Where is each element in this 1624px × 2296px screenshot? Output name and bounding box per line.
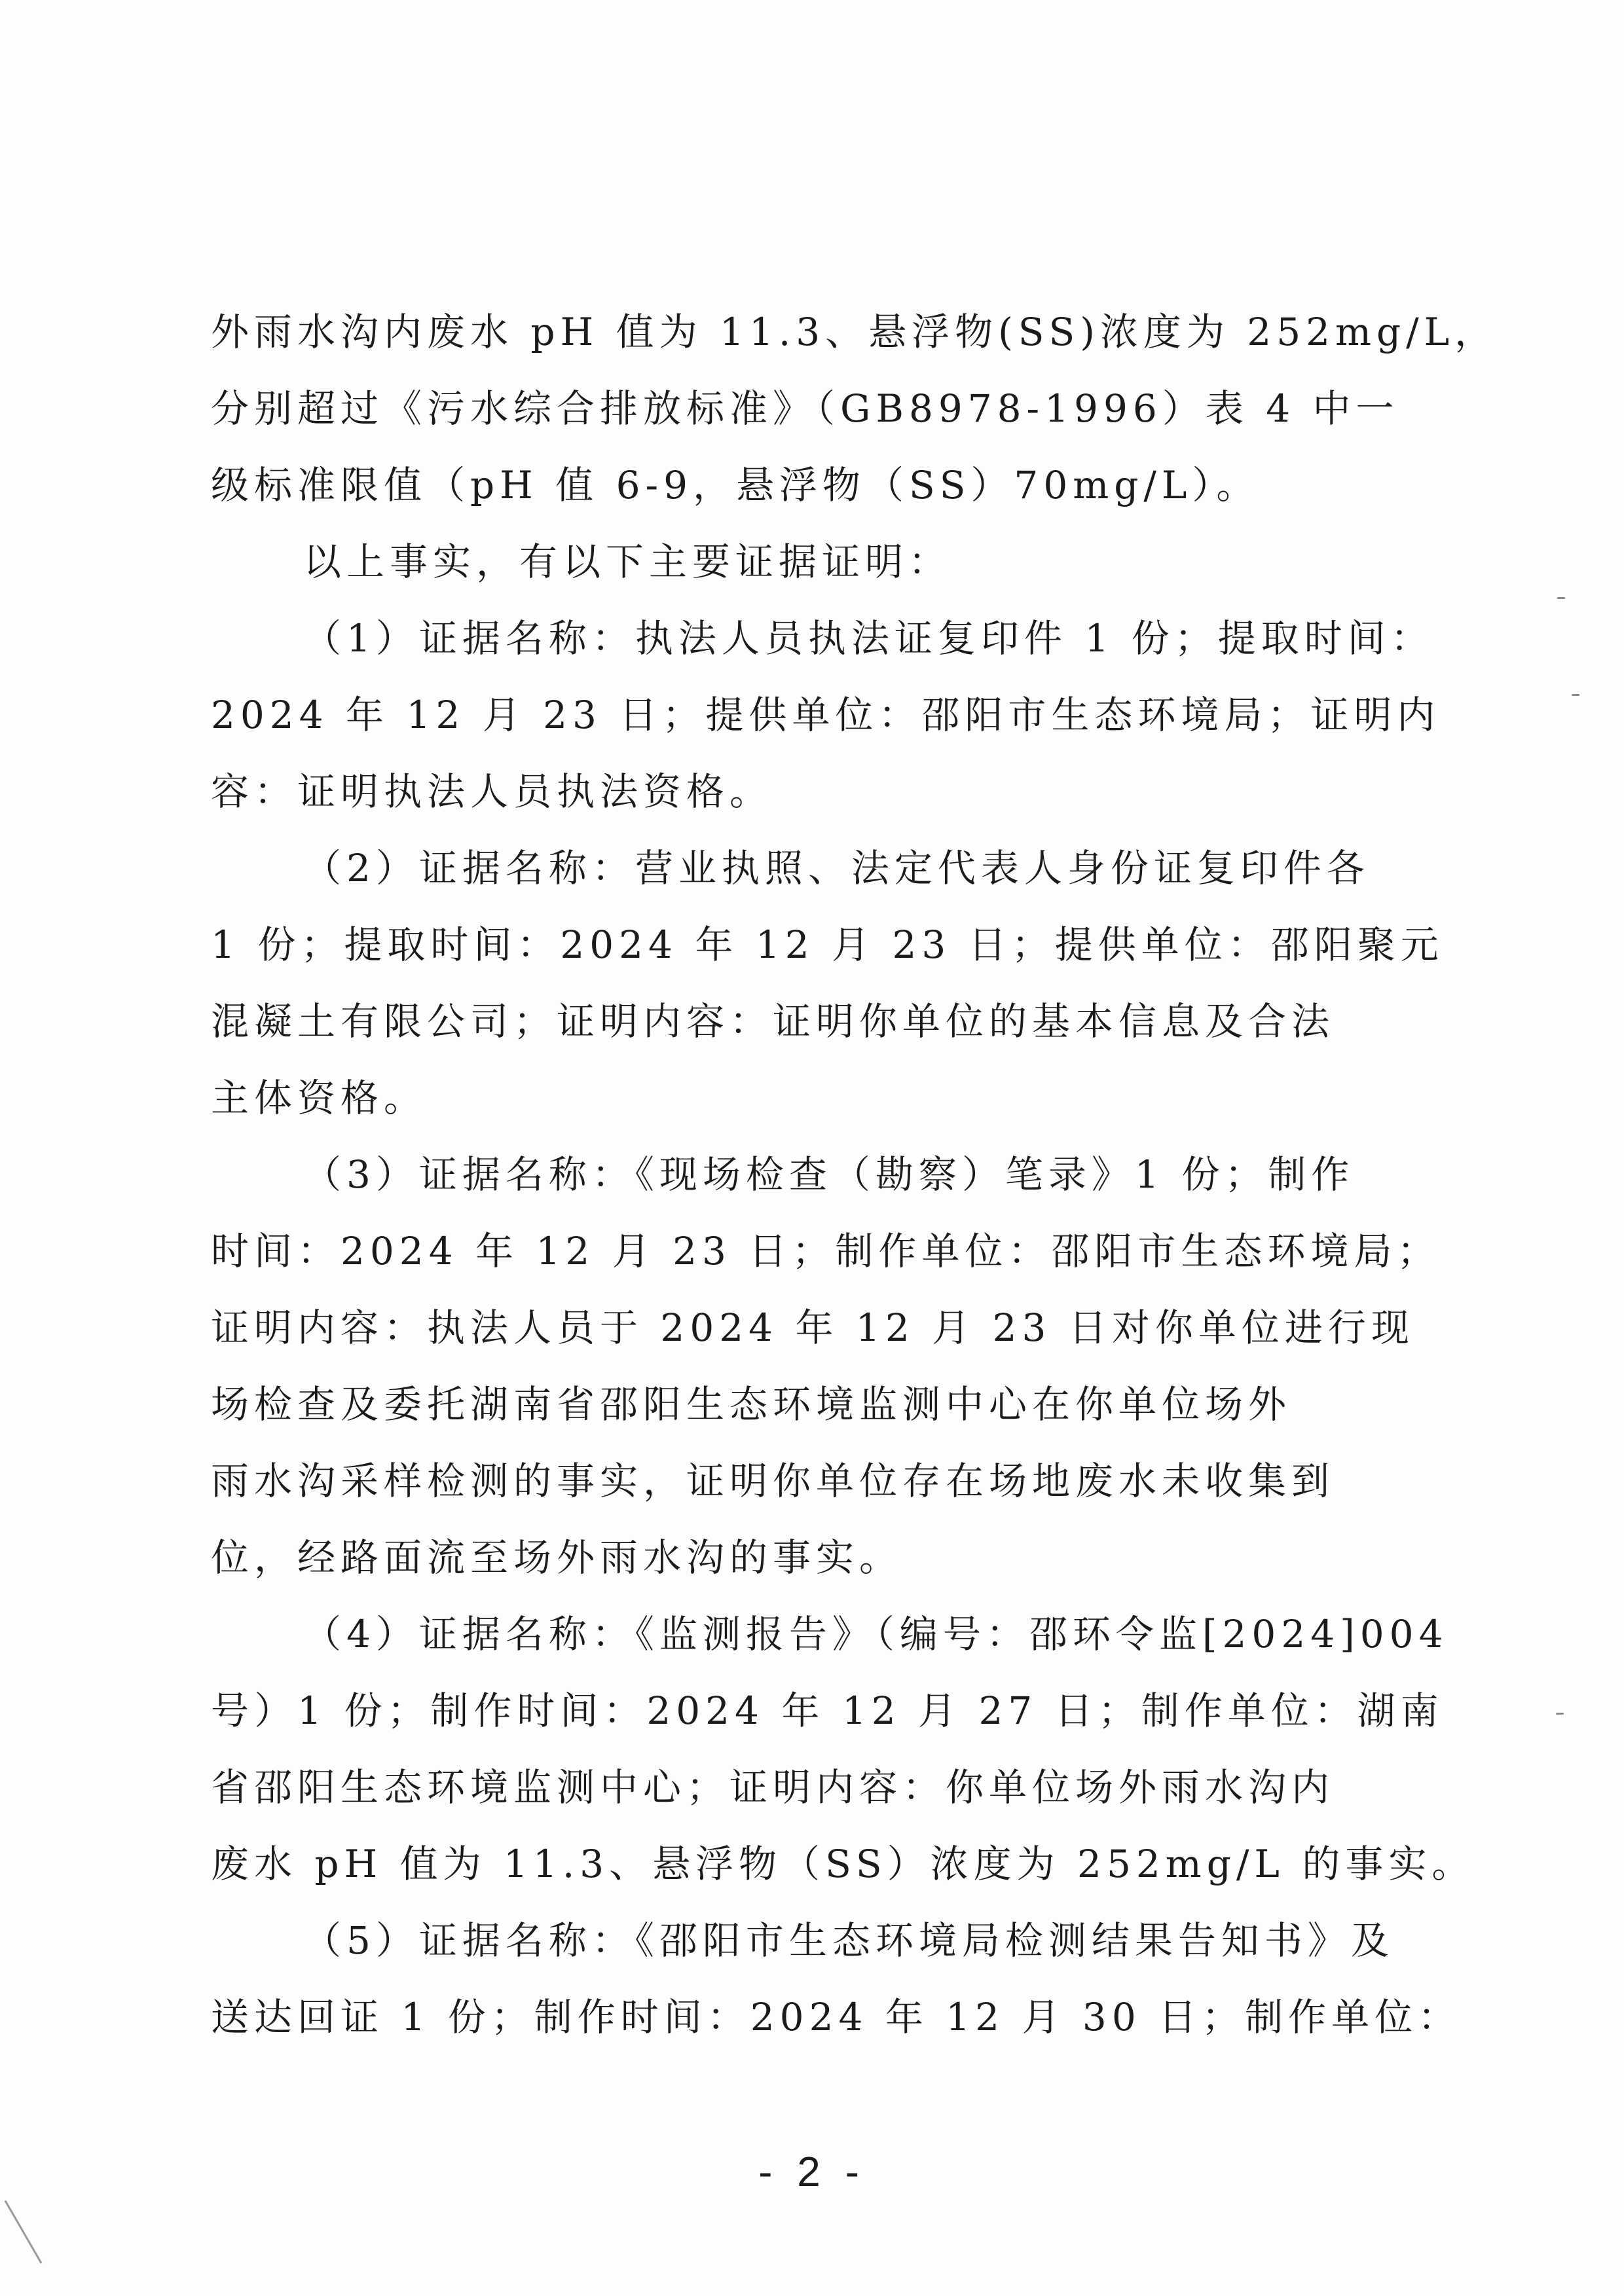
- scan-edge-mark: [5, 2200, 43, 2264]
- body-line-2: 分别超过《污水综合排放标准》（GB8978-1996）表 4 中一: [211, 386, 1399, 431]
- evidence-4-line-1: （4）证据名称：《监测报告》（编号：邵环令监[2024]004: [303, 1612, 1449, 1656]
- evidence-intro: 以上事实，有以下主要证据证明：: [303, 539, 952, 584]
- evidence-3-line-5: 雨水沟采样检测的事实，证明你单位存在场地废水未收集到: [211, 1459, 1335, 1503]
- evidence-2-line-1: （2）证据名称：营业执照、法定代表人身份证复印件各: [303, 846, 1370, 890]
- evidence-2-line-4: 主体资格。: [211, 1076, 428, 1120]
- evidence-4-line-2: 号）1 份；制作时间：2024 年 12 月 27 日；制作单位：湖南: [211, 1688, 1444, 1733]
- body-line-1: 外雨水沟内废水 pH 值为 11.3、悬浮物(SS)浓度为 252mg/L，: [211, 310, 1498, 354]
- scan-speck: [1556, 1713, 1564, 1715]
- evidence-3-line-4: 场检查及委托湖南省邵阳生态环境监测中心在你单位场外: [211, 1382, 1292, 1427]
- evidence-3-line-2: 时间：2024 年 12 月 23 日；制作单位：邵阳市生态环境局；: [211, 1229, 1441, 1273]
- evidence-2-line-3: 混凝土有限公司；证明内容：证明你单位的基本信息及合法: [211, 999, 1335, 1044]
- evidence-4-line-4: 废水 pH 值为 11.3、悬浮物（SS）浓度为 252mg/L 的事实。: [211, 1842, 1475, 1886]
- evidence-2-line-2: 1 份；提取时间：2024 年 12 月 23 日；提供单位：邵阳聚元: [211, 922, 1444, 967]
- evidence-3-line-6: 位，经路面流至场外雨水沟的事实。: [211, 1535, 903, 1580]
- evidence-1-line-1: （1）证据名称：执法人员执法证复印件 1 份；提取时间：: [303, 616, 1434, 661]
- evidence-1-line-2: 2024 年 12 月 23 日；提供单位：邵阳市生态环境局；证明内: [211, 693, 1441, 737]
- evidence-3-line-1: （3）证据名称：《现场检查（勘察）笔录》1 份；制作: [303, 1152, 1355, 1197]
- evidence-3-line-3: 证明内容：执法人员于 2024 年 12 月 23 日对你单位进行现: [211, 1305, 1414, 1350]
- evidence-5-line-1: （5）证据名称：《邵阳市生态环境局检测结果告知书》及: [303, 1918, 1394, 1963]
- evidence-5-line-2: 送达回证 1 份；制作时间：2024 年 12 月 30 日；制作单位：: [211, 1995, 1462, 2039]
- scan-speck: [1572, 694, 1579, 696]
- body-line-3: 级标准限值（pH 值 6-9，悬浮物（SS）70mg/L）。: [211, 463, 1260, 507]
- scan-speck: [1557, 597, 1565, 599]
- page-number: - 2 -: [758, 2148, 866, 2195]
- evidence-4-line-3: 省邵阳生态环境监测中心；证明内容：你单位场外雨水沟内: [211, 1765, 1335, 1810]
- evidence-1-line-3: 容：证明执法人员执法资格。: [211, 769, 773, 814]
